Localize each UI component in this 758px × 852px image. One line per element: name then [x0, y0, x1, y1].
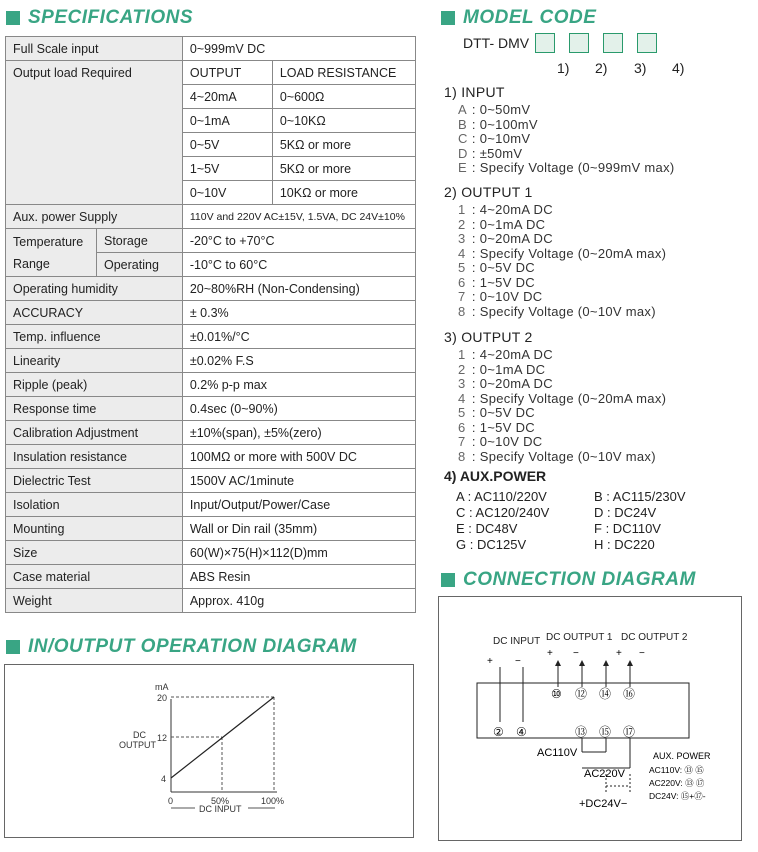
ac220-label: AC220V — [584, 768, 625, 780]
spec-value: 0~10V — [182, 181, 272, 205]
model-code-box-4 — [637, 33, 657, 53]
dc-output1-label: DC OUTPUT 1 — [546, 632, 613, 643]
table-row — [6, 37, 416, 61]
list-item: A : 0~50mV — [458, 102, 531, 117]
y-label: DC — [133, 730, 146, 740]
svg-text:+: + — [547, 648, 553, 659]
terminal-16: ⑯ — [623, 687, 636, 701]
dc24-label: +DC24V− — [579, 798, 628, 810]
terminal-15: ⑮ — [599, 725, 612, 739]
svg-text:+: + — [487, 656, 493, 667]
table-row — [6, 301, 416, 325]
list-item: 3 : 0~20mA DC — [458, 231, 553, 246]
aux-power-line: DC24V: ⑮+⑰- — [649, 791, 706, 801]
table-row — [6, 277, 416, 301]
spec-value: 20~80%RH (Non-Condensing) — [182, 277, 415, 301]
table-row — [6, 541, 416, 565]
output2-list — [444, 329, 666, 464]
spec-value: 5KΩ or more — [272, 133, 415, 157]
spec-value: 0~5V — [182, 133, 272, 157]
model-code-title: MODEL CODE — [441, 7, 596, 29]
table-row — [6, 61, 416, 85]
list-item: 5 : 0~5V DC — [458, 405, 535, 420]
x-tick: 50% — [211, 796, 230, 806]
model-num: 2) — [595, 60, 608, 76]
spec-subheader: OUTPUT — [182, 61, 272, 85]
list-item: 6 : 1~5V DC — [458, 419, 535, 435]
table-row — [6, 445, 416, 469]
spec-value: 0.2% p-p max — [182, 373, 415, 397]
connection-diagram-title: CONNECTION DIAGRAM — [441, 569, 696, 591]
list-item: 1 : 4~20mA DC — [458, 202, 553, 217]
spec-value: Wall or Din rail (35mm) — [182, 517, 415, 541]
specifications-title: SPECIFICATIONS — [6, 7, 193, 29]
list-item: A : AC110/220V — [456, 489, 547, 504]
spec-value: -10°C to 60°C — [182, 253, 415, 277]
dc-output2-label: DC OUTPUT 2 — [621, 632, 688, 643]
terminal-14: ⑭ — [599, 687, 612, 701]
model-num: 4) — [672, 60, 685, 76]
terminal-4: ④ — [516, 725, 527, 739]
y-tick: 4 — [161, 774, 167, 784]
list-item: G : DC125V — [456, 537, 527, 552]
svg-text:−: − — [639, 648, 645, 659]
list-item: F : DC110V — [594, 521, 661, 536]
spec-value: Approx. 410g — [182, 589, 415, 613]
terminal-12: ⑫ — [575, 687, 588, 701]
section-marker-icon — [441, 573, 455, 587]
y-tick: 20 — [157, 693, 168, 703]
terminal-17: ⑰ — [623, 725, 636, 739]
list-item: 5 : 0~5V DC — [458, 260, 535, 275]
spec-value: 1500V AC/1minute — [182, 469, 415, 493]
list-item: 3 : 0~20mA DC — [458, 376, 553, 391]
spec-value: 0~10KΩ — [272, 109, 415, 133]
spec-value: ±0.01%/°C — [182, 325, 415, 349]
spec-sublabel: Storage — [97, 229, 183, 253]
spec-label: Temperature Range — [6, 229, 97, 277]
list-item: 1 : 4~20mA DC — [458, 347, 553, 362]
spec-table — [5, 36, 416, 613]
table-row — [6, 589, 416, 613]
spec-sublabel: Operating — [97, 253, 183, 277]
table-row — [6, 349, 416, 373]
list-item: B : 0~100mV — [458, 116, 538, 132]
aux-power-line: AC110V: ⑬ ⑮ — [649, 765, 704, 775]
svg-text:+: + — [616, 648, 622, 659]
model-num: 3) — [634, 60, 647, 76]
table-row — [6, 229, 416, 253]
svg-text:−: − — [515, 656, 521, 667]
table-row — [6, 421, 416, 445]
spec-label: Calibration Adjustment — [6, 421, 183, 445]
spec-value: 0~1mA — [182, 109, 272, 133]
connection-diagram — [438, 596, 742, 841]
spec-value: 1~5V — [182, 157, 272, 181]
model-prefix: DTT- DMV — [463, 35, 530, 51]
list-item: 4 : Specify Voltage (0~20mA max) — [458, 245, 667, 261]
list-item: H : DC220 — [594, 537, 655, 552]
spec-value: 0~600Ω — [272, 85, 415, 109]
spec-label: Aux. power Supply — [6, 205, 183, 229]
spec-value: ±0.02% F.S — [182, 349, 415, 373]
section-marker-icon — [6, 640, 20, 654]
io-diagram-title: IN/OUTPUT OPERATION DIAGRAM — [6, 636, 357, 658]
spec-label: ACCURACY — [6, 301, 183, 325]
list-heading: 2) OUTPUT 1 — [444, 184, 533, 200]
spec-value: 10KΩ or more — [272, 181, 415, 205]
list-item: 2 : 0~1mA DC — [458, 216, 546, 232]
unit-label: mA — [155, 682, 169, 692]
list-heading: 4) AUX.POWER — [444, 468, 547, 484]
spec-value: ±10%(span), ±5%(zero) — [182, 421, 415, 445]
list-item: 7 : 0~10V DC — [458, 434, 543, 449]
spec-label: Full Scale input — [6, 37, 183, 61]
spec-label: Weight — [6, 589, 183, 613]
spec-value: 110V and 220V AC±15V, 1.5VA, DC 24V±10% — [182, 205, 415, 229]
table-row — [6, 325, 416, 349]
list-item: D : DC24V — [594, 505, 657, 520]
table-row — [6, 469, 416, 493]
ac110-label: AC110V — [537, 747, 578, 759]
aux-power-line: AC220V: ⑬ ⑰ — [649, 778, 705, 788]
list-item: 2 : 0~1mA DC — [458, 361, 546, 377]
list-item: 4 : Specify Voltage (0~20mA max) — [458, 390, 667, 406]
terminal-13: ⑬ — [575, 725, 588, 739]
spec-value: ± 0.3% — [182, 301, 415, 325]
list-item: D : ±50mV — [458, 145, 523, 161]
spec-value: Input/Output/Power/Case — [182, 493, 415, 517]
model-num: 1) — [557, 60, 570, 76]
table-row — [6, 517, 416, 541]
list-item: C : 0~10mV — [458, 131, 531, 146]
spec-subheader: LOAD RESISTANCE — [272, 61, 415, 85]
output1-list — [444, 184, 666, 319]
spec-value: ABS Resin — [182, 565, 415, 589]
x-label: DC INPUT — [199, 804, 242, 814]
input-list — [444, 84, 675, 176]
section-marker-icon — [441, 11, 455, 25]
spec-label: Size — [6, 541, 183, 565]
spec-label: Isolation — [6, 493, 183, 517]
model-code-box-2 — [569, 33, 589, 53]
spec-value: -20°C to +70°C — [182, 229, 415, 253]
x-tick: 0 — [168, 796, 174, 806]
spec-label: Operating humidity — [6, 277, 183, 301]
model-code-box-1 — [535, 33, 555, 53]
spec-label: Response time — [6, 397, 183, 421]
list-item: 8 : Specify Voltage (0~10V max) — [458, 448, 656, 464]
list-item: C : AC120/240V — [456, 505, 550, 520]
list-item: 6 : 1~5V DC — [458, 274, 535, 290]
table-row — [6, 565, 416, 589]
spec-label: Output load Required — [6, 61, 183, 205]
model-code-box-3 — [603, 33, 623, 53]
table-row — [6, 397, 416, 421]
spec-value: 5KΩ or more — [272, 157, 415, 181]
spec-label: Temp. influence — [6, 325, 183, 349]
list-heading: 3) OUTPUT 2 — [444, 329, 533, 345]
dc-input-label: DC INPUT — [493, 636, 541, 647]
spec-label: Linearity — [6, 349, 183, 373]
spec-value: 0~999mV DC — [182, 37, 415, 61]
spec-value: 100MΩ or more with 500V DC — [182, 445, 415, 469]
io-diagram — [4, 664, 414, 838]
x-tick: 100% — [261, 796, 285, 806]
svg-text:−: − — [573, 648, 579, 659]
list-item: B : AC115/230V — [594, 489, 686, 504]
list-item: 8 : Specify Voltage (0~10V max) — [458, 303, 656, 319]
list-item: 7 : 0~10V DC — [458, 289, 543, 304]
y-tick: 12 — [157, 733, 168, 743]
list-item: E : Specify Voltage (0~999mV max) — [458, 160, 675, 175]
spec-value: 60(W)×75(H)×112(D)mm — [182, 541, 415, 565]
aux-power-list — [444, 468, 714, 552]
table-row — [6, 373, 416, 397]
list-heading: 1) INPUT — [444, 84, 505, 100]
section-marker-icon — [6, 11, 20, 25]
table-row — [6, 493, 416, 517]
spec-label: Insulation resistance — [6, 445, 183, 469]
spec-label: Dielectric Test — [6, 469, 183, 493]
spec-label: Case material — [6, 565, 183, 589]
terminal-10: ⑩ — [551, 687, 562, 701]
list-item: E : DC48V — [456, 521, 518, 536]
y-label: OUTPUT — [119, 740, 156, 750]
spec-label: Ripple (peak) — [6, 373, 183, 397]
spec-label: Mounting — [6, 517, 183, 541]
spec-value: 4~20mA — [182, 85, 272, 109]
terminal-2: ② — [493, 725, 504, 739]
spec-value: 0.4sec (0~90%) — [182, 397, 415, 421]
model-code-row — [463, 33, 657, 53]
table-row — [6, 205, 416, 229]
aux-power-title: AUX. POWER — [653, 751, 711, 761]
